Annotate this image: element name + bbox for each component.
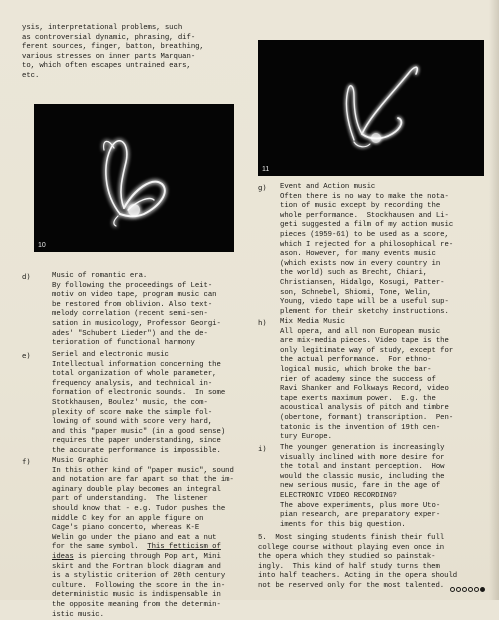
left-column: [22, 24, 254, 82]
section-i-text: The younger generation is increasingly visually inclined with more desire for the total and instant perception. How would the classic music, including the new serious music, fare in the age of ELECTRONIC VIDEO RECORDING? The above experiments, plus more Uto- pian research, are preparatory exper- iments for this big question.: [280, 444, 445, 529]
section-f-body: [52, 457, 234, 620]
section-f-inline-after: is piercing through Pop art, Mini: [73, 552, 221, 561]
section-h-text: Mix Media Music All opera, and all non European music are mix-media pieces. Video tape is the only legitimate way of study, except for the actual performance. For ethno- logical music, which broke the bar- rier of academy since the success of Ravi Shanker and Folkways Record, video tape exerts maximum power. E.g. the acoustical analysis of pitch and timbre (obertone, formant) transcription. Pen- tatonic is the invention of 19th cen- tury Europe.: [280, 318, 454, 442]
closing-text: 5. Most singing students finish their full college course without playing even once in the opera which they studied so painstak- ingly. This kind of half study turns them into half teachers. Acting in the opera should not be reserved only for the most talented.: [258, 534, 458, 590]
fetticism-underlined-a: This fetticism of: [147, 543, 221, 552]
figure-10-number: 10: [38, 242, 46, 249]
pager-dot: [480, 587, 485, 592]
section-f-emphasis-line: [52, 543, 234, 553]
light-drawing-heart-stroke-image: [258, 40, 484, 176]
section-g-marker: g): [258, 183, 267, 192]
page-edge-shadow: [489, 0, 499, 600]
pager-dot: [462, 587, 467, 592]
light-drawing-heart-loop-image: [34, 104, 234, 252]
figure-10: [34, 104, 234, 252]
fetticism-underlined-b: ideas: [52, 552, 74, 561]
section-f-line-prefix: for the same symbol.: [52, 543, 148, 552]
section-f-text-after: skirt and the Fortran block diagram and is a stylistic criterion of 20th century culture. Following the score in the in- deterministic music is indispensable in the opposite meaning from the determin- istic music.: [52, 562, 226, 619]
intro-paragraph: ysis, interpretational problems, such as controversial dynamic, phrasing, dif- ferent sources, finger, batton, breathing, various stresses on inner parts Marquan- to, which often escapes untrained ears, etc.: [22, 24, 204, 80]
figure-11: [258, 40, 484, 176]
section-f-text-before: Music Graphic In this other kind of "paper music", sound and notation are far apart so that the im- aginary double play becomes an integral part of understanding. The listener should know that - e.g. Tudor pushes the middle C key for an apple figure on Cage's piano concerto, whereas K-E Welin go under the piano and eat a nut: [52, 457, 234, 542]
section-e-text: Seriel and electronic music Intellectual information concerning the total organization of whole parameter, frequency analysis, and technical in- formation of electronic sounds. In some Stotkhausen, Boulez' music, the com- plexity of score make the simple fol- lowing of sound with score very hard, and this "paper music" (in a good sense) requires the paper understanding, since the accurate performance is impossible.: [52, 351, 226, 455]
pager-dot: [456, 587, 461, 592]
section-d-marker: d): [22, 272, 31, 281]
section-h-marker: h): [258, 318, 267, 327]
section-d-text: Music of romantic era. By following the proceedings of Leit- motiv on video tape, program music can be restored from oblivion. Also text- melody correlation (recent semi-sen- sation in musicology, Professor Georgi- ades' "Schubert Lieder") and the de- terioration of functional harmony: [52, 272, 221, 348]
section-f-emphasis-line-2: [52, 553, 234, 563]
pager-dot: [450, 587, 455, 592]
figure-11-number: 11: [262, 166, 270, 173]
section-g-text: Event and Action music Often there is no way to make the nota- tion of music except by recording the whole performance. Stockhausen and Li- geti suggested a film of my action music pieces (1959-61) to be used as a score, which I rejected for a philosophical re- ason. However, for many events music (which exists now in every country in the world) such as Brecht, Chiari, Christiansen, Hidalgo, Kosugi, Patter- son, Schnebel, Shiomi, Tone, Welin, Young, viedo tape will be a useful sup- plement for their sketchy instructions.: [280, 183, 454, 316]
section-i-marker: i): [258, 444, 267, 453]
page-indicator-dots: [450, 587, 485, 592]
closing-paragraph: [258, 534, 488, 592]
pager-dot: [474, 587, 479, 592]
pager-dot: [468, 587, 473, 592]
section-f-marker: f): [22, 457, 31, 466]
section-e-marker: e): [22, 351, 31, 360]
